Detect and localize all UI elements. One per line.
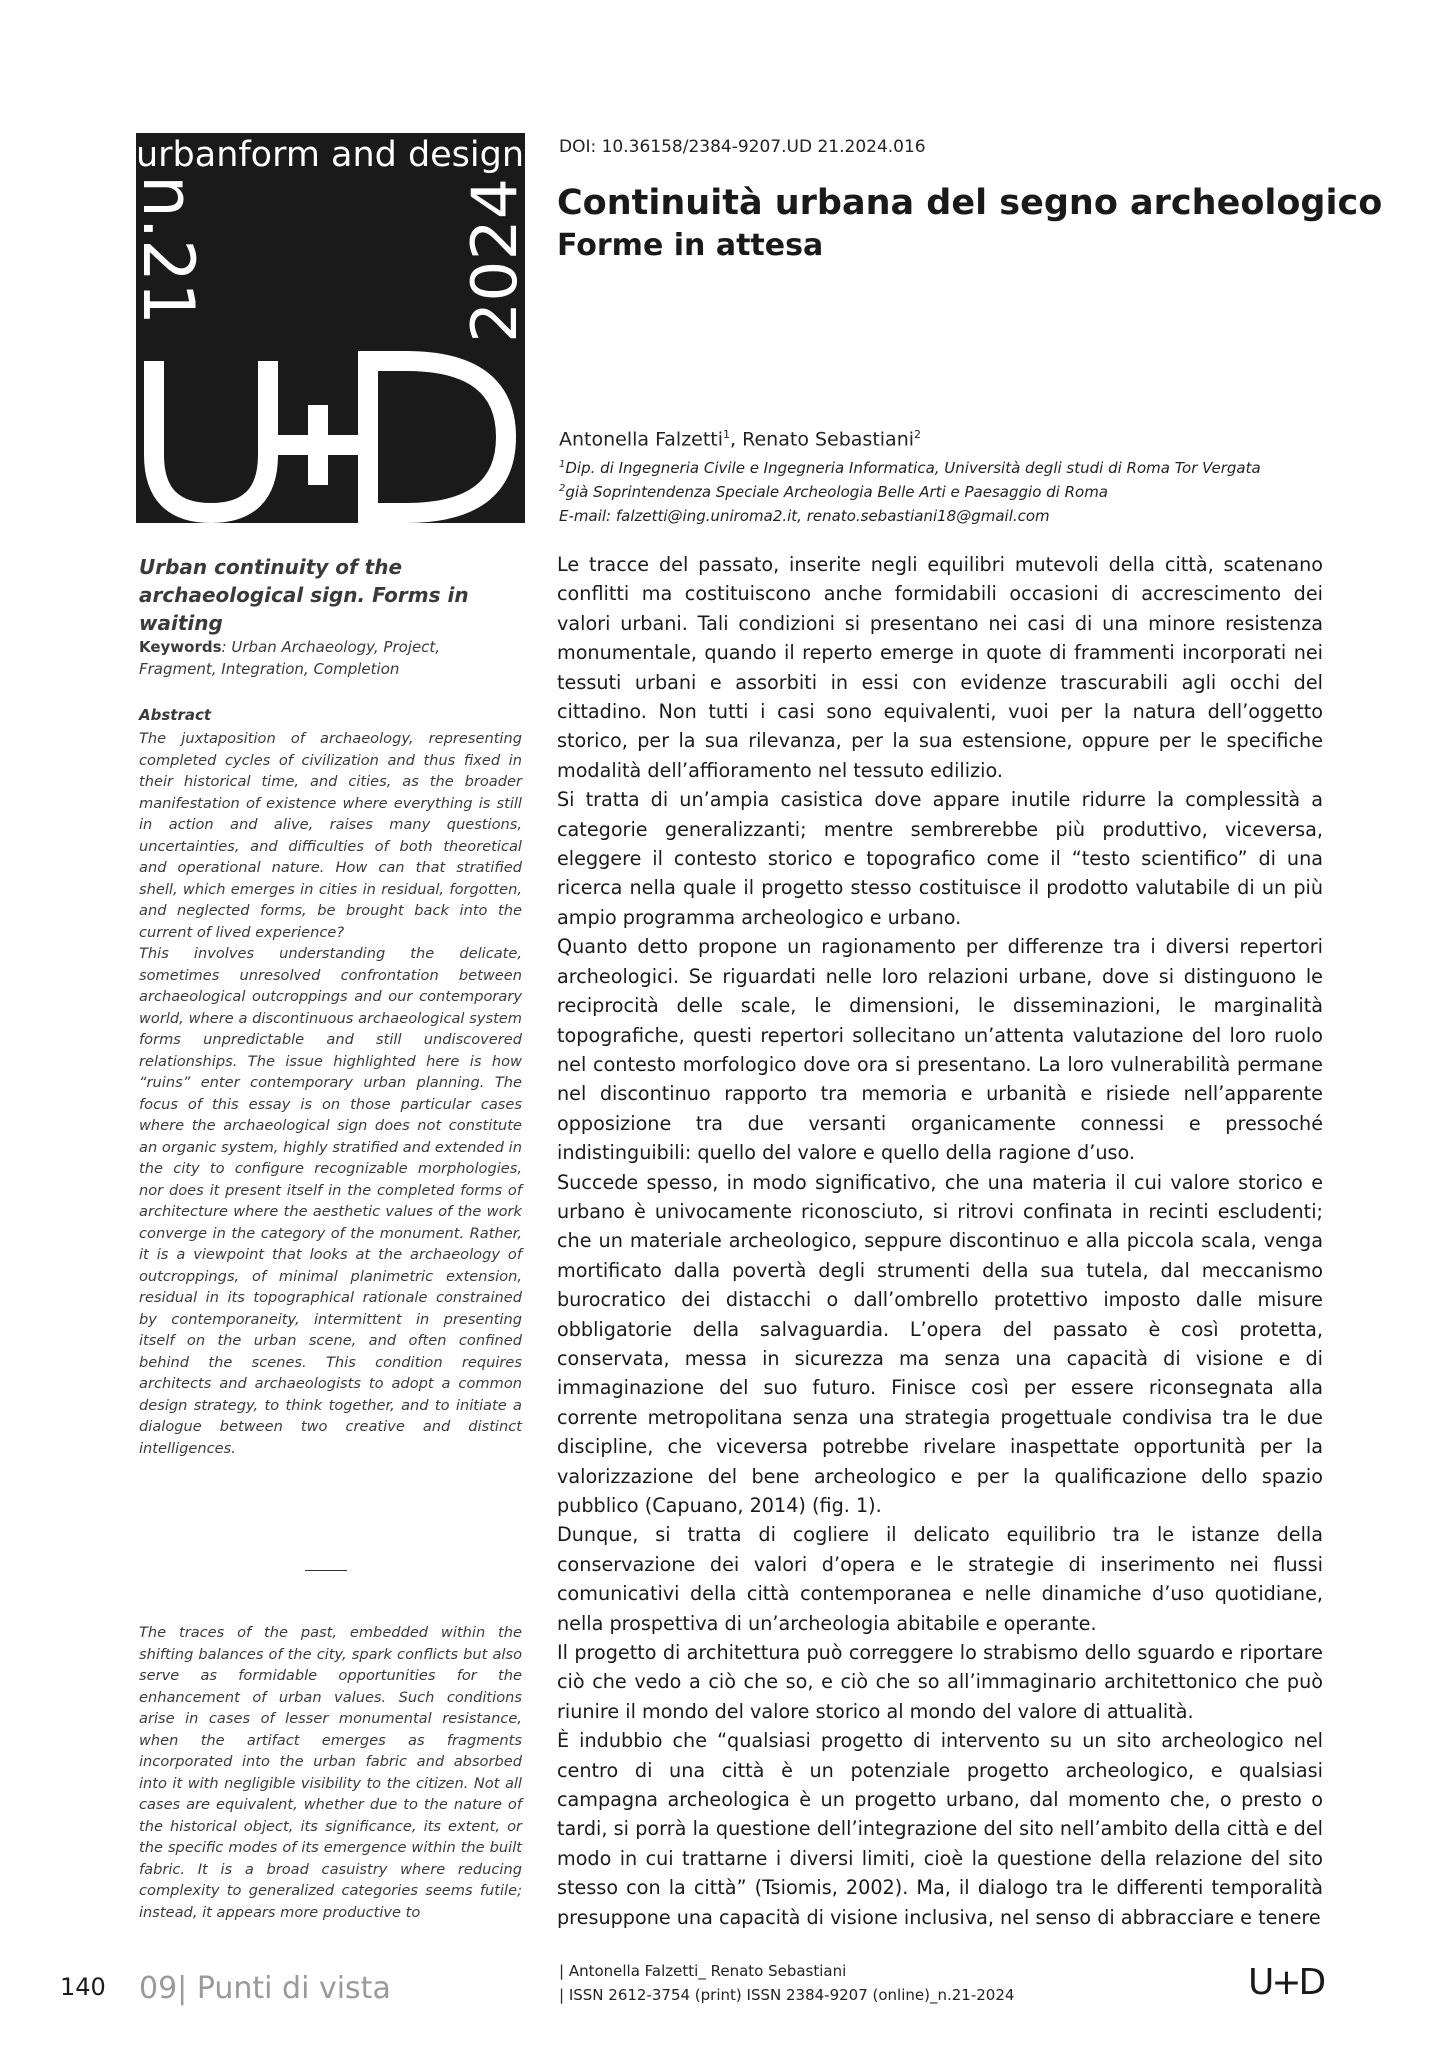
keywords-list: : Urban Archaeology, Project, Fragment, Integration, Completion <box>139 638 441 678</box>
body-paragraph: Il progetto di architettura può correggere lo strabismo dello sguardo e riportare ciò che vedo a ciò che so, e ciò che so all’immaginario architettonico che può riunire il mondo del valore storico al mondo del valore di attualità. <box>557 1641 1323 1723</box>
ud-mark <box>154 361 506 513</box>
affiliation-mark: 2 <box>559 483 566 494</box>
affiliation-2 <box>559 483 1108 501</box>
doi: DOI: 10.36158/2384-9207.UD 21.2024.016 <box>559 137 926 157</box>
footer-issn: | ISSN 2612-3754 (print) ISSN 2384-9207 (online)_n.21-2024 <box>559 1986 1015 2004</box>
article-subtitle: Forme in attesa <box>557 228 824 263</box>
keywords-label: Keywords <box>139 638 222 656</box>
article-title: Continuità urbana del segno archeologico <box>557 183 1383 223</box>
author-mark: 1 <box>723 428 731 441</box>
section-divider <box>305 1570 347 1571</box>
journal-name: urbanform and design <box>136 135 524 175</box>
body-paragraph: Le tracce del passato, inserite negli equilibri mutevoli della città, scatenano conflitti ma costituiscono anche formidabili occasioni di accrescimento dei valori urbani. Tali condizioni si presentano nei casi di una minore resistenza monumentale, quando il reperto emerge in quote di frammenti incorporati nei tessuti urbani e assorbiti in essi con evidenze trascurabili agli occhi del cittadino. Non tutti i casi sono equivalenti, vuoi per la natura dell’oggetto storico, per la sua rilevanza, per la sua estensione, oppure per le specifiche modalità dell’affioramento nel tessuto edilizio. <box>557 553 1323 782</box>
body-paragraph: Dunque, si tratta di cogliere il delicato equilibrio tra le istanze della conservazione dei valori d’opera e le strategie di inserimento nei flussi comunicativi della città contemporanea e nelle dinamiche d’uso quotidiane, nella prospettiva di un’archeologia abitabile e operante. <box>557 1523 1323 1635</box>
affiliation-1 <box>559 459 1261 477</box>
footer-logo: U+D <box>1248 1962 1324 2003</box>
issue-number: n.21 <box>127 175 209 331</box>
affiliation-mark: 1 <box>559 459 566 470</box>
english-body-text: The traces of the past, embedded within the shifting balances of the city, spark conflicts but also serve as formidable opportunities for the enhancement of urban values. Such conditions arise in cases of lesser monumental resistance, when the artifact emerges as fragments incorporated into the urban fabric and absorbed into it with negligible visibility to the citizen. Not all cases are equivalent, whether due to the nature of the historical object, its significance, its extent, or the specific modes of its emergence within the built fabric. It is a broad casuistry where reducing complexity to generalized categories seems futile; instead, it appears more productive to <box>139 1624 522 1921</box>
main-body-text <box>557 550 1323 1932</box>
issue-year: 2024 <box>458 185 531 343</box>
author-name: Renato Sebastiani <box>742 428 915 451</box>
body-paragraph: Succede spesso, in modo significativo, che una materia il cui valore storico e urbano è univocamente riconosciuto, si ritrovi confinata in recinti escludenti; che un materiale archeologico, seppure discontinuo e alla piccola scala, venga mortificato dalla povertà degli strumenti della sua tutela, dal meccanismo burocratico dei distacchi o dall’ombrello protettivo imposto dalle misure obbligatorie della salvaguardia. L’opera del passato è così protetta, conservata, messa in sicurezza ma senza una capacità di visione e di immaginazione del suo futuro. Finisce così per essere riconsegnata alla corrente metropolitana senza una strategia progettuale condivisa tra le due discipline, che viceversa potrebbe rivelare inaspettate opportunità per la valorizzazione del bene archeologico e per la qualificazione dello spazio pubblico (Capuano, 2014) (fig. 1). <box>557 1170 1323 1517</box>
author-name: Antonella Falzetti <box>559 428 724 451</box>
page-number: 140 <box>60 1973 106 2001</box>
footer-authors: | Antonella Falzetti_ Renato Sebastiani <box>559 1962 847 1980</box>
section-label: 09| Punti di vista <box>139 1971 391 2006</box>
abstract-paragraph: The juxtaposition of archaeology, representing completed cycles of civilization and thus fixed in their historical time, and cities, as the broader manifestation of existence where everything is still in action and alive, raises many questions, uncertainties, and difficulties of both theoretical and operational nature. How can that stratified shell, which emerges in cities in residual, forgotten, and neglected forms, be brought back into the current of lived experience? <box>139 730 522 941</box>
journal-logo-graphic <box>127 133 531 523</box>
abstract-body <box>139 728 522 1459</box>
journal-logo-block <box>127 133 531 523</box>
author-email: E-mail: falzetti@ing.uniroma2.it, renato.sebastiani18@gmail.com <box>559 507 1050 525</box>
body-paragraph: È indubbio che “qualsiasi progetto di intervento su un sito archeologico nel centro di una città è un potenziale progetto archeologico, e qualsiasi campagna archeologica è un progetto urbano, dal momento che, o presto o tardi, si porrà la questione dell’integrazione del sito nell’ambito della città e del modo in cui trattarne i diversi limiti, cioè la questione della relazione del sito stesso con la città” (Tsiomis, 2002). Ma, il dialogo tra le differenti temporalità presuppone una capacità di visione inclusiva, nel senso di abbracciare e tenere <box>557 1729 1323 1929</box>
abstract-heading: Abstract <box>139 706 212 724</box>
english-title: Urban continuity of the archaeological sign. Forms in waiting <box>139 555 469 635</box>
body-paragraph: Quanto detto propone un ragionamento per differenze tra i diversi repertori archeologici. Se riguardati nelle loro relazioni urbane, dove si distinguono le reciprocità delle scale, le dimensioni, le disseminazioni, le marginalità topografiche, questi repertori sollecitano un’attenta valutazione del loro ruolo nel contesto morfologico dove ora si presentano. La loro vulnerabilità permane nel discontinuo rapporto tra memoria e urbanità e risiede nell’apparente opposizione tra due versanti organicamente connessi e pressoché indistinguibili: quello del valore e quello della ragione d’uso. <box>557 935 1323 1165</box>
author-mark: 2 <box>914 428 922 441</box>
keywords <box>139 636 522 680</box>
abstract-paragraph: This involves understanding the delicate, sometimes unresolved confrontation between archaeological outcroppings and our contemporary world, where a discontinuous archaeological system forms unpredictable and still undiscovered relationships. The issue highlighted here is how “ruins” enter contemporary urban planning. The focus of this essay is on those particular cases where the archaeological sign does not constitute an organic system, highly stratified and extended in the city to configure recognizable morphologies, nor does it present itself in the completed forms of architecture where the aesthetic values of the work converge in the category of the monument. Rather, it is a viewpoint that looks at the archaeology of outcroppings, of minimal planimetric extension, residual in its topographical rationale constrained by contemporaneity, intermittent in presenting itself on the urban scene, and often confined behind the scenes. This condition requires architects and archaeologists to adopt a common design strategy, to think together, and to initiate a dialogue between two creative and distinct intelligences. <box>139 945 522 1457</box>
affiliation-text: già Soprintendenza Speciale Archeologia Belle Arti e Paesaggio di Roma <box>565 483 1108 501</box>
affiliation-text: Dip. di Ingegneria Civile e Ingegneria Informatica, Università degli studi di Roma Tor Vergata <box>565 459 1261 477</box>
body-paragraph: Si tratta di un’ampia casistica dove appare inutile ridurre la complessità a categorie generalizzanti; mentre sembrerebbe più produttivo, viceversa, eleggere il contesto storico e topografico come il “testo scientifico” di una ricerca nella quale il progetto stesso costituisce il prodotto valutabile di un più ampio programma archeologico e urbano. <box>557 788 1323 929</box>
authors-line: Antonella Falzetti$^1$, Renato Sebastiani$^2$ <box>559 428 922 451</box>
